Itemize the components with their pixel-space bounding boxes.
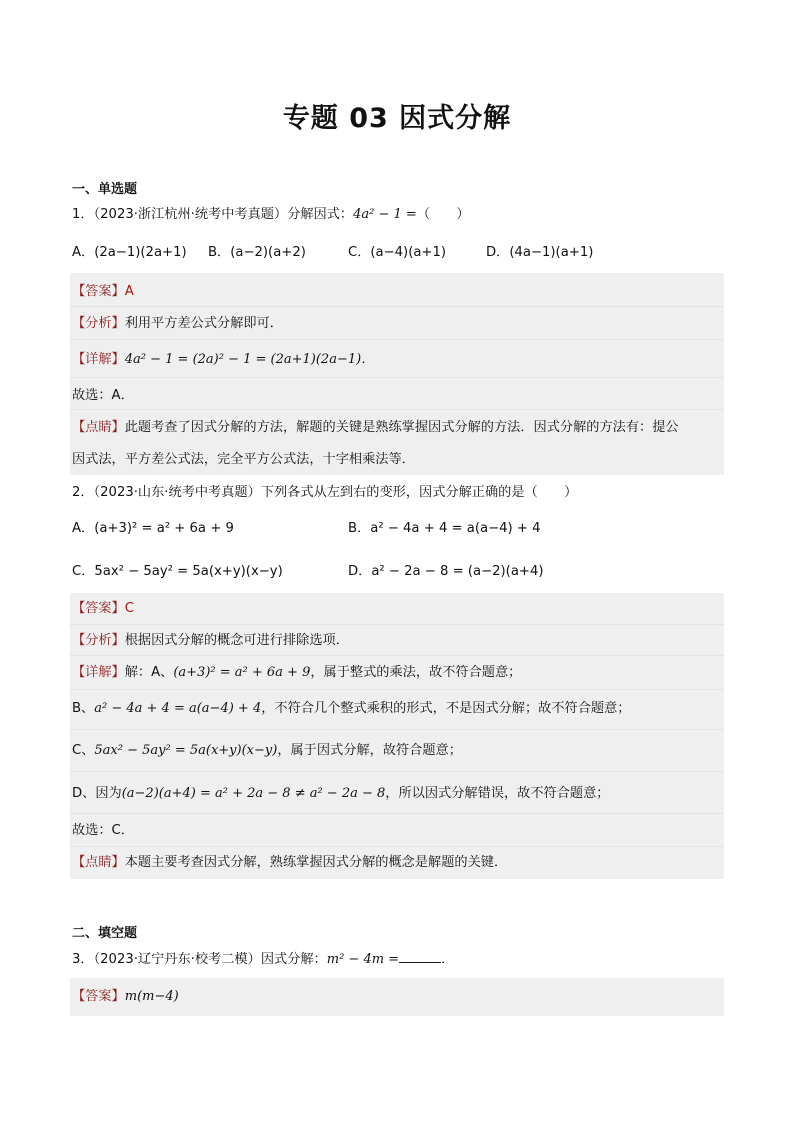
question-number: 3． (72, 952, 94, 967)
answer-value: m(m−4) (124, 989, 179, 1004)
comment-label: 【点睛】 (72, 420, 125, 435)
analysis-label: 【分析】 (72, 633, 125, 648)
q1-option-a: A．(2a−1)(2a+1) (72, 245, 187, 260)
analysis-text: 根据因式分解的概念可进行排除选项． (124, 633, 349, 648)
section-heading-single-choice: 一、单选题 (72, 182, 138, 197)
detail-expression: (a−2)(a+4) = a² + 2a − 8 ≠ a² − 2a − 8 (121, 786, 386, 801)
detail-prefix: 解：A、 (124, 665, 174, 680)
q1-answer-line (72, 283, 134, 301)
question-number: 1． (72, 207, 94, 222)
comment-text: 本题主要考查因式分解，熟练掌握因式分解的概念是解题的关键． (124, 855, 508, 870)
detail-label: 【详解】 (72, 665, 125, 680)
analysis-text: 利用平方差公式分解即可． (124, 316, 283, 331)
q1-comment-line-2: 因式法，平方差公式法，完全平方公式法，十字相乘法等． (72, 452, 415, 467)
q2-option-a: A．(a+3)² = a² + 6a + 9 (72, 521, 234, 536)
question-3-stem (72, 950, 454, 969)
q1-solution-panel (70, 273, 724, 475)
detail-prefix: B、 (72, 701, 95, 716)
q2-comment-line (72, 854, 507, 872)
q1-option-b: B．(a−2)(a+2) (208, 245, 306, 260)
answer-label: 【答案】 (72, 284, 125, 299)
question-source: （2023·浙江杭州·统考中考真题） (93, 207, 288, 222)
divider (70, 689, 724, 690)
answer-blank (399, 950, 441, 963)
q2-option-c: C．5ax² − 5ay² = 5a(x+y)(x−y) (72, 564, 283, 579)
q2-choose-line: 故选：C． (72, 823, 134, 838)
divider (70, 813, 724, 814)
q1-comment-line-1 (72, 419, 679, 437)
question-text: 因式分解： (260, 952, 327, 967)
question-1-stem (72, 206, 470, 224)
divider (70, 624, 724, 625)
q3-answer-line (72, 988, 179, 1006)
divider (70, 377, 724, 378)
detail-expression: a² − 4a + 4 = a(a−4) + 4 (94, 701, 262, 716)
q1-choose-line: 故选：A． (72, 388, 134, 403)
question-expression: m² − 4m = (326, 952, 400, 967)
divider (70, 306, 724, 307)
detail-label: 【详解】 (72, 352, 125, 367)
page-title: 专题 03 因式分解 (282, 103, 512, 134)
q2-analysis-line (72, 632, 349, 650)
answer-parentheses: （ ） (416, 207, 470, 222)
q2-answer-line (72, 600, 134, 618)
q2-option-d: D．a² − 2a − 8 = (a−2)(a+4) (348, 564, 544, 579)
q2-detail-d-line (72, 785, 609, 803)
sentence-end: ． (441, 952, 455, 967)
section-heading-fill-in: 二、填空题 (72, 926, 138, 941)
detail-prefix: C、 (72, 743, 95, 758)
divider (70, 771, 724, 772)
detail-prefix: D、因为 (72, 786, 122, 801)
divider (70, 409, 724, 410)
question-text: 分解因式： (287, 207, 354, 222)
detail-text: ，属于整式的乘法，故不符合题意； (310, 665, 522, 680)
divider (70, 846, 724, 847)
answer-label: 【答案】 (72, 989, 125, 1004)
question-source: （2023·辽宁丹东·校考二模） (93, 952, 261, 967)
divider (70, 655, 724, 656)
detail-text: ，所以因式分解错误，故不符合题意； (385, 786, 610, 801)
answer-value: C (124, 601, 134, 616)
comment-text: 此题考查了因式分解的方法，解题的关键是熟练掌握因式分解的方法．因式分解的方法有：提公 (124, 420, 679, 435)
answer-label: 【答案】 (72, 601, 125, 616)
q1-option-d: D．(4a−1)(a+1) (486, 245, 594, 260)
q1-detail-line (72, 351, 374, 369)
question-source: （2023·山东·统考中考真题） (93, 485, 261, 500)
q1-option-c: C．(a−4)(a+1) (348, 245, 447, 260)
divider (70, 339, 724, 340)
question-expression: 4a² − 1 = (353, 207, 417, 222)
q1-analysis-line (72, 315, 283, 333)
detail-expression: 4a² − 1 = (2a)² − 1 = (2a+1)(2a−1)． (124, 352, 375, 367)
question-text: 下列各式从左到右的变形，因式分解正确的是（ ） (260, 485, 578, 500)
comment-label: 【点睛】 (72, 855, 125, 870)
divider (70, 729, 724, 730)
detail-expression: 5ax² − 5ay² = 5a(x+y)(x−y) (94, 743, 278, 758)
q2-detail-b-line (72, 700, 630, 718)
q2-detail-a-line (72, 664, 521, 682)
q2-option-b: B．a² − 4a + 4 = a(a−4) + 4 (348, 521, 541, 536)
answer-value: A (124, 284, 134, 299)
question-2-stem (72, 484, 577, 502)
q2-detail-c-line (72, 742, 462, 760)
question-number: 2． (72, 485, 94, 500)
analysis-label: 【分析】 (72, 316, 125, 331)
detail-text: ，属于因式分解，故符合题意； (277, 743, 462, 758)
detail-text: ，不符合几个整式乘积的形式，不是因式分解；故不符合题意； (261, 701, 631, 716)
detail-expression: (a+3)² = a² + 6a + 9 (173, 665, 311, 680)
